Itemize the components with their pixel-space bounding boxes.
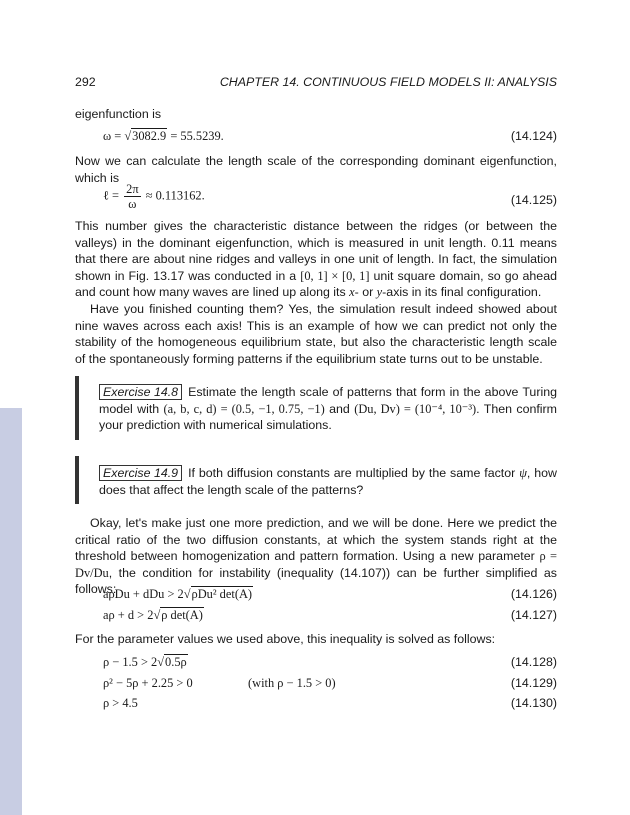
equation-number: (14.124) (510, 129, 557, 143)
equation-14-129 (103, 674, 557, 692)
equation-condition: (with ρ − 1.5 > 0) (248, 676, 336, 690)
chapter-title: CHAPTER 14. CONTINUOUS FIELD MODELS II: ANALYSIS (219, 75, 557, 89)
equation-number: (14.129) (510, 676, 557, 690)
exercise-label: Exercise 14.8 (99, 384, 182, 400)
equation-expression: ω = √3082.9 = 55.5239. (103, 129, 224, 143)
equation-14-126 (103, 585, 557, 603)
exercise-14-8: Exercise 14.8 Estimate the length scale of patterns that form in the above Turing model with (a, b, c, d) = (0.5, −1, 0.75, −1) and (Du, Dv) = (10⁻⁴, 10⁻³). Then confirm your prediction with numerical simulations. (99, 385, 557, 433)
exercise-bar (75, 376, 79, 440)
paragraph-one-more-prediction: Okay, let's make just one more prediction, and we will be done. Here we predict the critical ratio of the two diffusion constants, at which the system stands right at the threshold between homogenization and pattern formation. Using a new parameter ρ = Dv/Du, the condition for instability (inequality (14.107)) can be further simplified as follows: (75, 516, 557, 597)
equation-number: (14.128) (510, 655, 557, 669)
equation-expression: ρ² − 5ρ + 2.25 > 0 (103, 676, 193, 690)
paragraph-parameter-values: For the parameter values we used above, this inequality is solved as follows: (75, 632, 496, 646)
equation-number: (14.130) (510, 696, 557, 710)
paragraph-length-scale: Now we can calculate the length scale of the corresponding dominant eigenfunction, which is (75, 154, 557, 185)
exercise-14-9: Exercise 14.9 If both diffusion constants are multiplied by the same factor ψ, how does that affect the length scale of the patterns? (99, 466, 557, 497)
equation-expression: aρ + d > 2√ρ det(A) (103, 608, 203, 622)
equation-number: (14.127) (510, 608, 557, 622)
page-side-band (0, 408, 22, 815)
equation-14-124 (103, 127, 557, 145)
paragraph-characteristic-distance: This number gives the characteristic distance between the ridges (or between the valleys) in the dominant eigenfunction, which is measured in unit length. 0.11 means that there are about nine ridges and valleys in one unit of length. In fact, the simulation shown in Fig. 13.17 was conducted in a [0, 1] × [0, 1] unit square domain, so go ahead and count how many waves are lined up along its x- or y-axis in its final configuration. (75, 219, 557, 300)
equation-expression: ρ − 1.5 > 2√0.5ρ (103, 655, 187, 669)
equation-14-125 (103, 182, 557, 211)
equation-expression: ℓ = $\frac{2\pi}{\omega}$ ≈ 0.113162. (103, 182, 205, 211)
page-number: 292 (75, 75, 96, 89)
equation-14-128 (103, 653, 557, 671)
fraction: $\frac{2\pi}{\omega}$ (126, 182, 139, 211)
equation-number: (14.126) (510, 587, 557, 601)
equation-expression: ρ > 4.5 (103, 696, 138, 710)
equation-14-127 (103, 606, 557, 624)
equation-number: (14.125) (510, 193, 557, 207)
paragraph-finished-counting: Have you finished counting them? Yes, the simulation result indeed showed about nine waves across each axis! This is an example of how we can predict not only the stability of the homogeneous equilibrium state, but also the characteristic length scale of the spontaneously forming patterns if the equilibrium state turns out to be unstable. (75, 302, 557, 366)
exercise-label: Exercise 14.9 (99, 465, 182, 481)
equation-expression: aρDu + dDu > 2√ρDu² det(A) (103, 587, 253, 601)
paragraph-eigenfunction: eigenfunction is (75, 107, 162, 121)
equation-14-130 (103, 694, 557, 712)
exercise-bar (75, 456, 79, 504)
